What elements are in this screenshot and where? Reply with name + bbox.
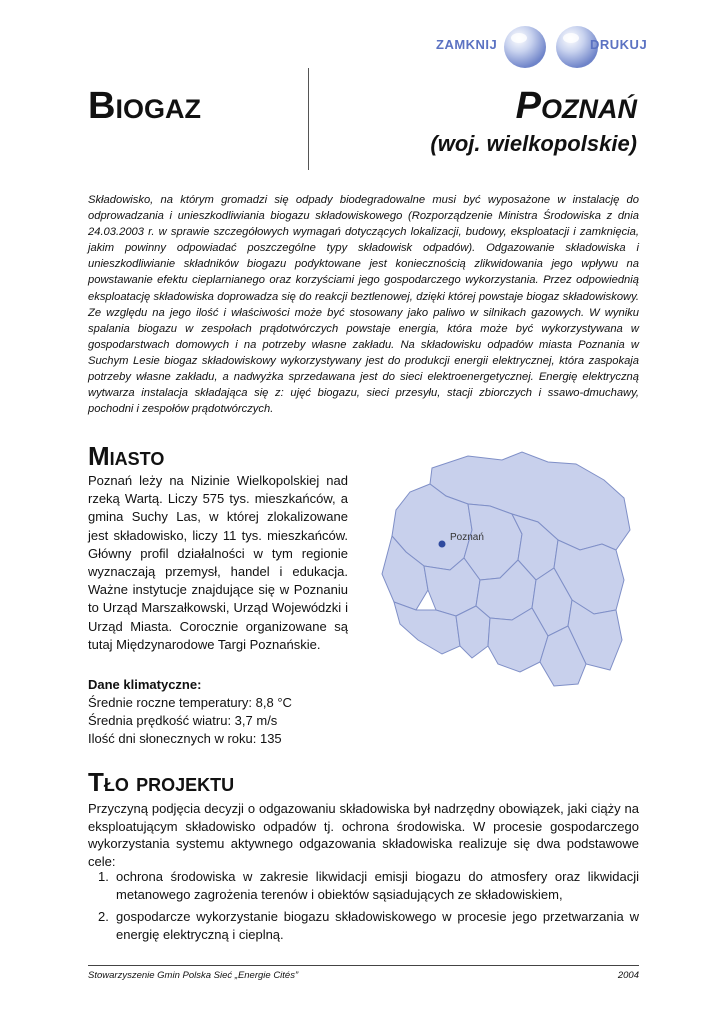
goal-number: 2. <box>98 909 109 924</box>
project-description: Przyczyną podjęcia decyzji o odgazowaniu składowiska był nadrzędny obowiązek, jaki ciąży na eksploatującym składowisko odpadów tj. ochrona środowiska. W procesie gospodarczego wykorzystania systemu aktywnego odgazowania składowiska realizuje się dwa podstawowe cele: <box>88 801 639 869</box>
section-heading-city: Miasto <box>88 441 165 471</box>
climate-wind: Średnia prędkość wiatru: 3,7 m/s <box>88 713 278 728</box>
region-subtitle: (woj. wielkopolskie) <box>430 131 637 156</box>
climate-data <box>88 676 388 748</box>
climate-temperature: Średnie roczne temperatury: 8,8 °C <box>88 695 292 710</box>
footer-organization: Stowarzyszenie Gmin Polska Sieć „Energie Cités” <box>88 970 299 981</box>
footer-divider <box>88 965 639 966</box>
goal-number: 1. <box>98 869 109 884</box>
map-region <box>456 606 490 658</box>
city-description: Poznań leży na Nizinie Wielkopolskiej nad rzeką Wartą. Liczy 575 tys. mieszkańców, a gmina Suchy Las, w której zlokalizowane jest składowisko, liczy 11 tys. mieszkańców. Główny profil działalności w tym regionie wyznaczają przemysł, handel i edukacja. Ważne instytucje znajdujące się w Poznaniu to Urząd Marszałkowski, Urząd Wojewódzki i Urząd Miasta. Corocznie organizowane są tutaj Międzynarodowe Targi Poznańskie. <box>88 473 348 652</box>
goals-list <box>88 868 639 948</box>
goal-text: ochrona środowiska w zakresie likwidacji emisji biogazu do atmosfery oraz likwidacji metanowego zagrożenia terenów i obiektów sąsiadujących ze składowiskiem, <box>116 869 639 902</box>
list-item <box>88 868 639 903</box>
title-divider <box>308 68 309 170</box>
intro-paragraph: Składowisko, na którym gromadzi się odpady biodegradowalne musi być wyposażone w instalację do odprowadzania i unieszkodliwiania biogazu składowiskowego (Rozporządzenie Ministra Środowiska z dnia 24.03.2003 r. w sprawie szczegółowych wymagań dotyczących lokalizacji, budowy, eksploatacji i zamknięcia, jakim powinny odpowiadać poszczególne typy składowisk odpadów). Odgazowanie składowiska i unieszkodliwianie składników biogazu podyktowane jest koniecznością zlikwidowania jego wpływu na powstawanie efektu cieplarnianego oraz korzyściami jego gospodarczego wykorzystania. Przez odpowiednią eksploatację składowiska doprowadza się do reakcji beztlenowej, dzięki której powstaje biogaz składowiskowy. Ze względu na jego ilość i właściwości może być stosowany jako paliwo w silnikach gazowych. W wyniku spalania biogazu w zespołach prądotwórczych powstaje energia, która może być wykorzystywana w gospodarstwach domowych i na potrzeby własne zakładu. Na składowisku odpadów miasta Poznania w Suchym Lesie biogaz składowiskowy wykorzystywany jest do produkcji energii elektrycznej, która zaspokaja potrzeby własne zakładu, a nadwyżka sprzedawana jest do sieci elektroenergetycznej. Energię elektryczną wytwarza instalacja składająca się z: ujęć biogazu, sieci przesyłu, stacji zbiorczych i ssawo-dmuchawy, pochodni i zespołów prądotwórczych. <box>88 194 639 416</box>
poznan-marker-icon <box>439 541 446 548</box>
city-title: Poznań <box>515 85 637 127</box>
poland-map <box>372 440 650 696</box>
print-button[interactable]: DRUKUJ <box>590 37 648 52</box>
climate-title: Dane klimatyczne: <box>88 677 202 692</box>
page-title: Biogaz <box>88 85 201 127</box>
goal-text: gospodarcze wykorzystanie biogazu składowiskowego w procesie jego przetwarzania w energię elektryczną i cieplną. <box>116 909 639 942</box>
globe-close-icon[interactable] <box>502 24 548 70</box>
top-nav <box>432 22 652 72</box>
close-button[interactable]: ZAMKNIJ <box>436 37 498 52</box>
section-heading-project: Tło projektu <box>88 767 235 797</box>
map-city-label: Poznań <box>450 532 484 543</box>
footer-year: 2004 <box>617 970 639 981</box>
list-item <box>88 908 639 943</box>
climate-sunny-days: Ilość dni słonecznych w roku: 135 <box>88 731 282 746</box>
